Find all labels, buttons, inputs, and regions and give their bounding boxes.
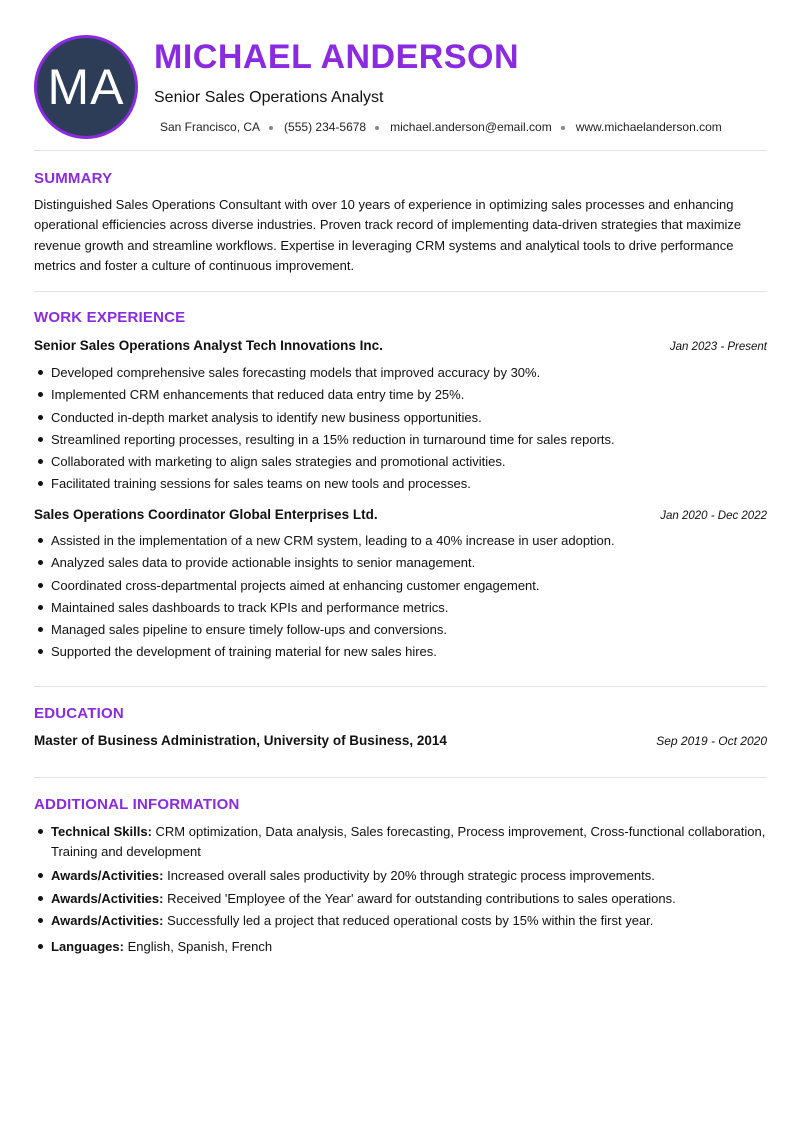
divider — [34, 150, 767, 151]
additional-list — [34, 822, 767, 956]
contact-bar — [160, 120, 722, 134]
education-entry — [34, 733, 767, 748]
item-text: Increased overall sales productivity by 20% through strategic process improvements. — [163, 868, 655, 883]
list-item: Facilitated training sessions for sales teams on new tools and processes. — [34, 474, 767, 496]
list-item — [34, 937, 767, 957]
list-item: Analyzed sales data to provide actionable insights to senior management. — [34, 553, 767, 575]
contact-email[interactable]: michael.anderson@email.com — [390, 120, 552, 134]
item-label: Technical Skills: — [51, 824, 152, 839]
list-item: Streamlined reporting processes, resulting in a 15% reduction in turnaround time for sales reports. — [34, 430, 767, 452]
education-heading: EDUCATION — [34, 705, 124, 722]
summary-heading: SUMMARY — [34, 170, 113, 187]
divider — [34, 777, 767, 778]
item-label: Languages: — [51, 938, 124, 954]
divider — [34, 291, 767, 292]
separator-dot — [561, 126, 565, 130]
list-item: Coordinated cross-departmental projects aimed at enhancing customer engagement. — [34, 576, 767, 598]
list-item: Maintained sales dashboards to track KPIs and performance metrics. — [34, 598, 767, 620]
job-role: Sales Operations Coordinator Global Enterprises Ltd. — [34, 507, 378, 522]
list-item — [34, 911, 767, 931]
item-text: English, Spanish, French — [123, 938, 273, 954]
summary-text: Distinguished Sales Operations Consultant with over 10 years of experience in optimizing sales processes and enhancing operational efficiencies across diverse industries. Proven track record of implementing data-driven strategies that maximize revenue growth and streamline workflows. Expertise in leveraging CRM systems and analytical tools to drive performance metrics and foster a culture of continuous improvement. — [34, 197, 742, 274]
job-header — [34, 338, 767, 353]
item-text: CRM optimization, Data analysis, Sales forecasting, Process improvement, Cross-functional collaboration, Training and development — [51, 824, 766, 859]
list-item: Developed comprehensive sales forecasting models that improved accuracy by 30%. — [34, 363, 767, 385]
item-text: Successfully led a project that reduced operational costs by 15% within the first year. — [163, 913, 654, 928]
item-text: Received 'Employee of the Year' award for outstanding contributions to sales operations. — [163, 890, 676, 906]
list-item: Conducted in-depth market analysis to identify new business opportunities. — [34, 408, 767, 430]
job-header — [34, 507, 767, 522]
separator-dot — [269, 126, 273, 130]
job-date: Jan 2023 - Present — [669, 341, 767, 353]
job-bullets — [34, 531, 767, 665]
list-item — [34, 822, 767, 861]
list-item: Implemented CRM enhancements that reduced data entry time by 25%. — [34, 385, 767, 407]
item-label: Awards/Activities: — [51, 868, 164, 883]
list-item: Assisted in the implementation of a new CRM system, leading to a 40% increase in user adoption. — [34, 531, 767, 553]
experience-heading: WORK EXPERIENCE — [34, 309, 186, 326]
education-date: Sep 2019 - Oct 2020 — [656, 734, 767, 748]
job-date: Jan 2020 - Dec 2022 — [660, 510, 767, 522]
job-bullets — [34, 363, 767, 497]
avatar-initials: MA — [47, 59, 125, 115]
contact-location: San Francisco, CA — [160, 120, 261, 134]
list-item: Collaborated with marketing to align sales strategies and promotional activities. — [34, 452, 767, 474]
divider — [34, 686, 767, 687]
list-item: Managed sales pipeline to ensure timely follow-ups and conversions. — [34, 620, 767, 642]
list-item — [34, 889, 767, 909]
additional-heading: ADDITIONAL INFORMATION — [34, 796, 240, 813]
candidate-name: MICHAEL ANDERSON — [154, 38, 520, 76]
education-degree: Master of Business Administration, University of Business, 2014 — [34, 733, 447, 748]
contact-website[interactable]: www.michaelanderson.com — [575, 120, 722, 134]
list-item — [34, 866, 767, 886]
contact-phone: (555) 234-5678 — [284, 120, 367, 134]
job-role: Senior Sales Operations Analyst Tech Innovations Inc. — [34, 338, 383, 353]
list-item: Supported the development of training material for new sales hires. — [34, 642, 767, 664]
candidate-title: Senior Sales Operations Analyst — [154, 89, 384, 106]
item-label: Awards/Activities: — [51, 890, 164, 906]
item-label: Awards/Activities: — [51, 913, 164, 928]
separator-dot — [375, 126, 379, 130]
avatar — [34, 35, 138, 139]
